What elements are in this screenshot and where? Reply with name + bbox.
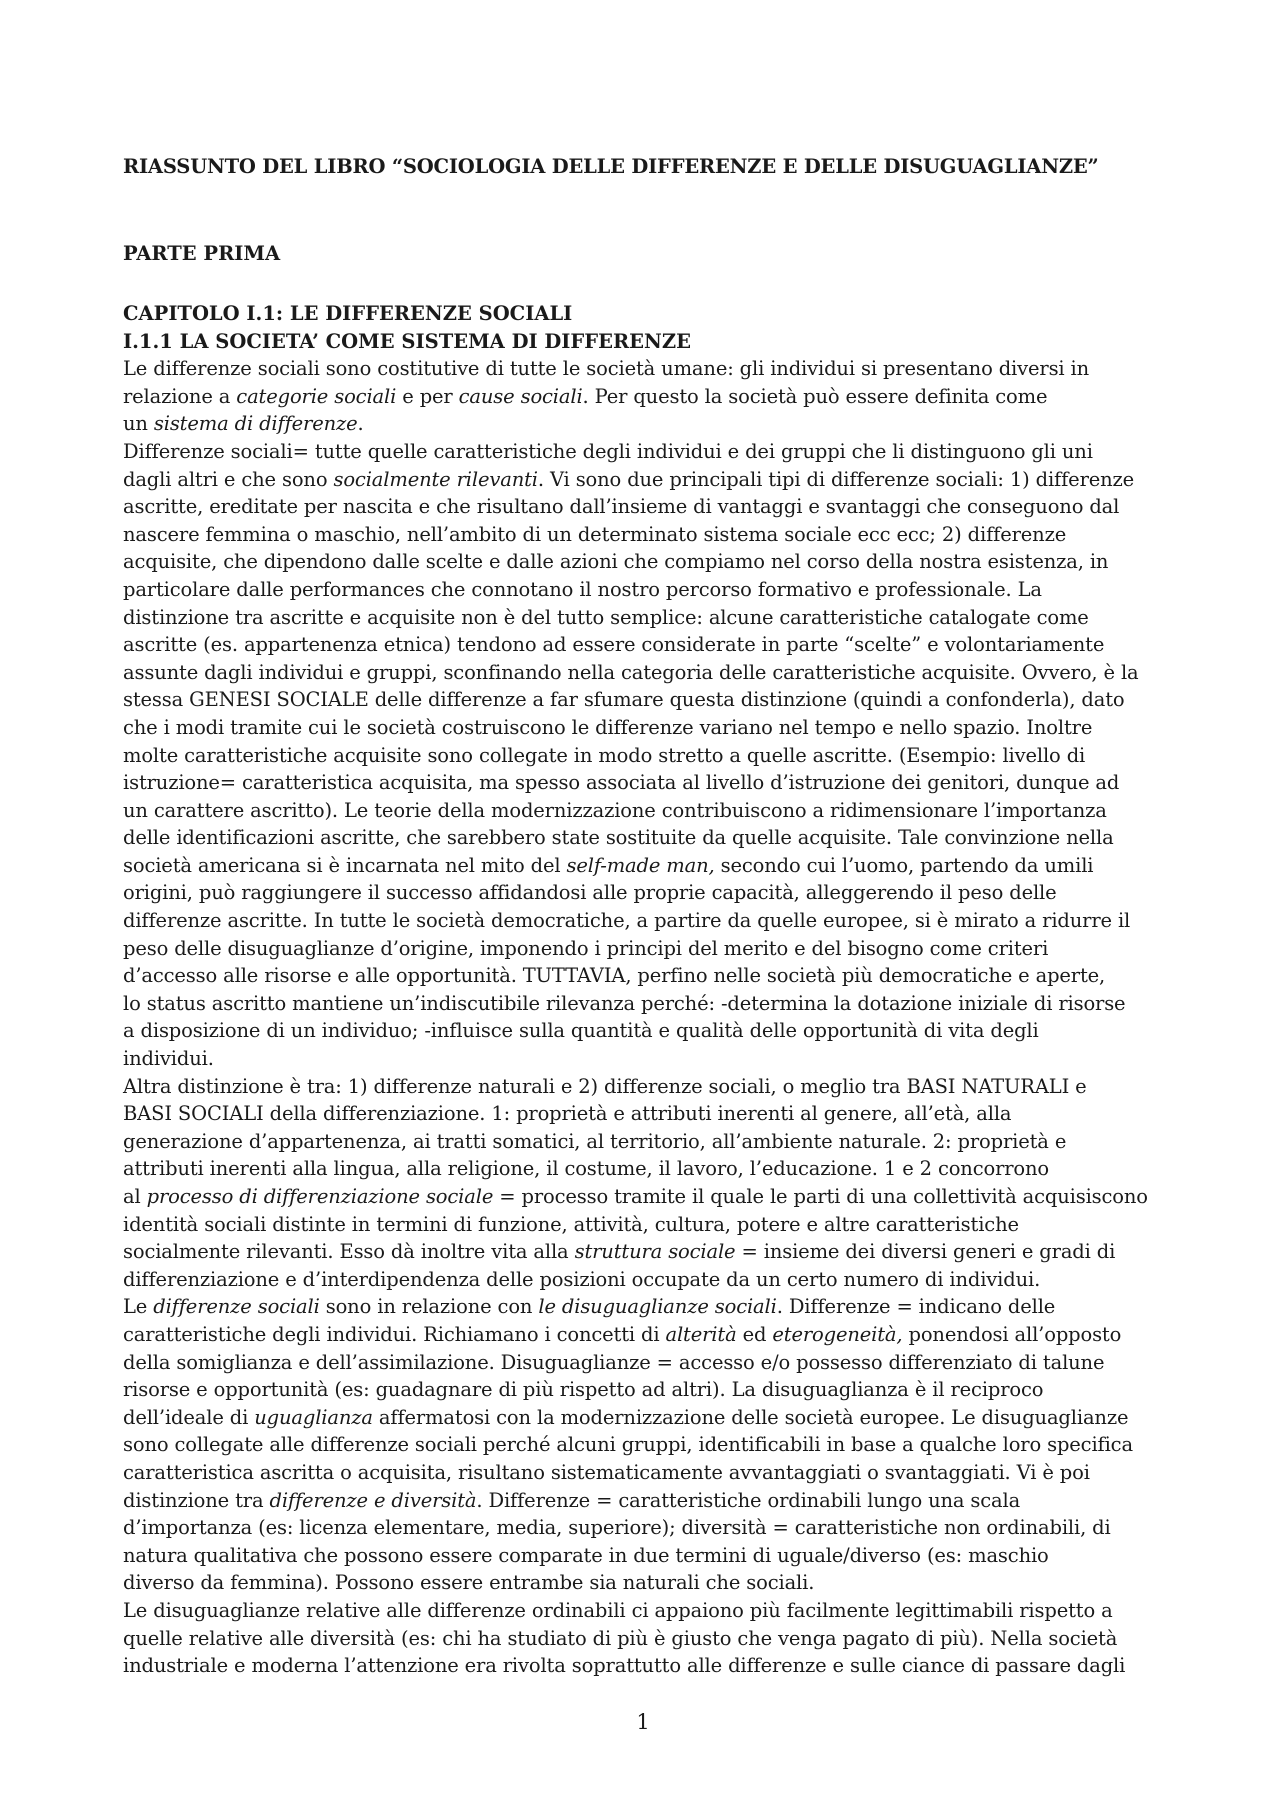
- text-line: caratteristiche degli individui. Richiamano i concetti di alterità ed eterogeneità, ponendosi all’opposto: [123, 1322, 1122, 1346]
- text-line: risorse e opportunità (es: guadagnare di più rispetto ad altri). La disuguaglianza è il reciproco: [123, 1378, 1044, 1402]
- text-line: nascere femmina o maschio, nell’ambito di un determinato sistema sociale ecc ecc; 2) differenze: [123, 522, 1067, 546]
- text-line: dagli altri e che sono socialmente rilevanti. Vi sono due principali tipi di differenze sociali: 1) differenze: [123, 467, 1135, 491]
- body-text: [123, 355, 1163, 1680]
- text-line: a disposizione di un individuo; -influisce sulla quantità e qualità delle opportunità di vita degli: [123, 1019, 1039, 1043]
- section-heading: I.1.1 LA SOCIETA’ COME SISTEMA DI DIFFERENZE: [123, 329, 691, 353]
- text-line: industriale e moderna l’attenzione era rivolta soprattutto alle differenze e sulle ciance di passare dagli: [123, 1654, 1126, 1678]
- part-title: PARTE PRIMA: [123, 242, 281, 265]
- text-line: stessa GENESI SOCIALE delle differenze a far sfumare questa distinzione (quindi a confonderla), dato: [123, 688, 1125, 712]
- text-line: differenze ascritte. In tutte le società democratiche, a partire da quelle europee, si è mirato a ridurre il: [123, 909, 1131, 933]
- text-line: Le disuguaglianze relative alle differenze ordinabili ci appaiono più facilmente legittimabili rispetto a: [123, 1598, 1113, 1622]
- text-line: d’accesso alle risorse e alle opportunità. TUTTAVIA, perfino nelle società più democratiche e aperte,: [123, 964, 1106, 988]
- text-line: attributi inerenti alla lingua, alla religione, il costume, il lavoro, l’educazione. 1 e 2 concorrono: [123, 1157, 1050, 1181]
- text-line: socialmente rilevanti. Esso dà inoltre vita alla struttura sociale = insieme dei diversi generi e gradi di: [123, 1240, 1116, 1264]
- text-line: distinzione tra ascritte e acquisite non è del tutto semplice: alcune caratteristiche catalogate come: [123, 605, 1089, 629]
- chapter-heading: CAPITOLO I.1: LE DIFFERENZE SOCIALI: [123, 302, 573, 325]
- text-line: generazione d’appartenenza, ai tratti somatici, al territorio, all’ambiente naturale. 2: proprietà e: [123, 1129, 1067, 1153]
- text-line: particolare dalle performances che connotano il nostro percorso formativo e professionale. La: [123, 577, 1042, 601]
- text-line: caratteristica ascritta o acquisita, risultano sistematicamente avvantaggiati o svantaggiati. Vi è poi: [123, 1460, 1090, 1484]
- text-line: ascritte (es. appartenenza etnica) tendono ad essere considerate in parte “scelte” e volontariamente: [123, 633, 1105, 657]
- text-line: origini, può raggiungere il successo affidandosi alle proprie capacità, alleggerendo il peso delle: [123, 881, 1057, 905]
- text-line: quelle relative alle diversità (es: chi ha studiato di più è giusto che venga pagato di più). Nella società: [123, 1626, 1118, 1650]
- text-line: lo status ascritto mantiene un’indiscutibile rilevanza perché: -determina la dotazione iniziale di risorse: [123, 991, 1126, 1015]
- text-line: al processo di differenziazione sociale = processo tramite il quale le parti di una collettività acquisiscono: [123, 1185, 1148, 1208]
- text-line: Le differenze sociali sono costitutive di tutte le società umane: gli individui si presentano diversi in: [123, 357, 1090, 381]
- text-line: relazione a categorie sociali e per cause sociali. Per questo la società può essere definita come: [123, 384, 1048, 408]
- text-line: società americana si è incarnata nel mito del self-made man, secondo cui l’uomo, partendo da umili: [123, 853, 1094, 877]
- text-line: assunte dagli individui e gruppi, sconfinando nella categoria delle caratteristiche acquisite. Ovvero, è la: [123, 660, 1139, 684]
- text-line: istruzione= caratteristica acquisita, ma spesso associata al livello d’istruzione dei genitori, dunque ad: [123, 771, 1120, 795]
- document-title: RIASSUNTO DEL LIBRO “SOCIOLOGIA DELLE DIFFERENZE E DELLE DISUGUAGLIANZE”: [123, 155, 1099, 178]
- text-line: dell’ideale di uguaglianza affermatosi con la modernizzazione delle società europee. Le disuguaglianze: [123, 1405, 1129, 1429]
- text-line: BASI SOCIALI della differenziazione. 1: proprietà e attributi inerenti al genere, all’età, alla: [123, 1102, 1012, 1126]
- text-line: Altra distinzione è tra: 1) differenze naturali e 2) differenze sociali, o meglio tra BASI NATURALI e: [123, 1074, 1087, 1098]
- text-line: acquisite, che dipendono dalle scelte e dalle azioni che compiamo nel corso della nostra esistenza, in: [123, 550, 1109, 574]
- text-line: natura qualitativa che possono essere comparate in due termini di uguale/diverso (es: maschio: [123, 1543, 1049, 1567]
- text-line: della somiglianza e dell’assimilazione. Disuguaglianze = accesso e/o possesso differenziato di talune: [123, 1350, 1105, 1374]
- text-line: Le differenze sociali sono in relazione con le disuguaglianze sociali. Differenze = indicano delle: [123, 1295, 1056, 1319]
- text-line: individui.: [123, 1047, 214, 1071]
- text-line: identità sociali distinte in termini di funzione, attività, cultura, potere e altre caratteristiche: [123, 1212, 1019, 1236]
- text-line: delle identificazioni ascritte, che sarebbero state sostituite da quelle acquisite. Tale convinzione nella: [123, 826, 1114, 850]
- page-number: 1: [636, 1710, 650, 1734]
- text-line: diverso da femmina). Possono essere entrambe sia naturali che sociali.: [123, 1571, 815, 1595]
- text-line: molte caratteristiche acquisite sono collegate in modo stretto a quelle ascritte. (Esempio: livello di: [123, 743, 1086, 767]
- text-line: distinzione tra differenze e diversità. Differenze = caratteristiche ordinabili lungo una scala: [123, 1488, 1021, 1512]
- text-line: sono collegate alle differenze sociali perché alcuni gruppi, identificabili in base a qualche loro specifica: [123, 1433, 1133, 1457]
- text-line: Differenze sociali= tutte quelle caratteristiche degli individui e dei gruppi che li distinguono gli uni: [123, 439, 1093, 463]
- text-line: che i modi tramite cui le società costruiscono le differenze variano nel tempo e nello spazio. Inoltre: [123, 715, 1093, 739]
- text-line: ascritte, ereditate per nascita e che risultano dall’insieme di vantaggi e svantaggi che conseguono dal: [123, 495, 1120, 519]
- text-line: un sistema di differenze.: [123, 412, 364, 436]
- text-line: d’importanza (es: licenza elementare, media, superiore); diversità = caratteristiche non ordinabili, di: [123, 1516, 1111, 1540]
- text-line: peso delle disuguaglianze d’origine, imponendo i principi del merito e del bisogno come criteri: [123, 936, 1049, 960]
- text-line: differenziazione e d’interdipendenza delle posizioni occupate da un certo numero di individui.: [123, 1267, 1041, 1291]
- chapter-section: [123, 300, 1163, 1680]
- text-line: un carattere ascritto). Le teorie della modernizzazione contribuiscono a ridimensionare l’importanza: [123, 798, 1107, 822]
